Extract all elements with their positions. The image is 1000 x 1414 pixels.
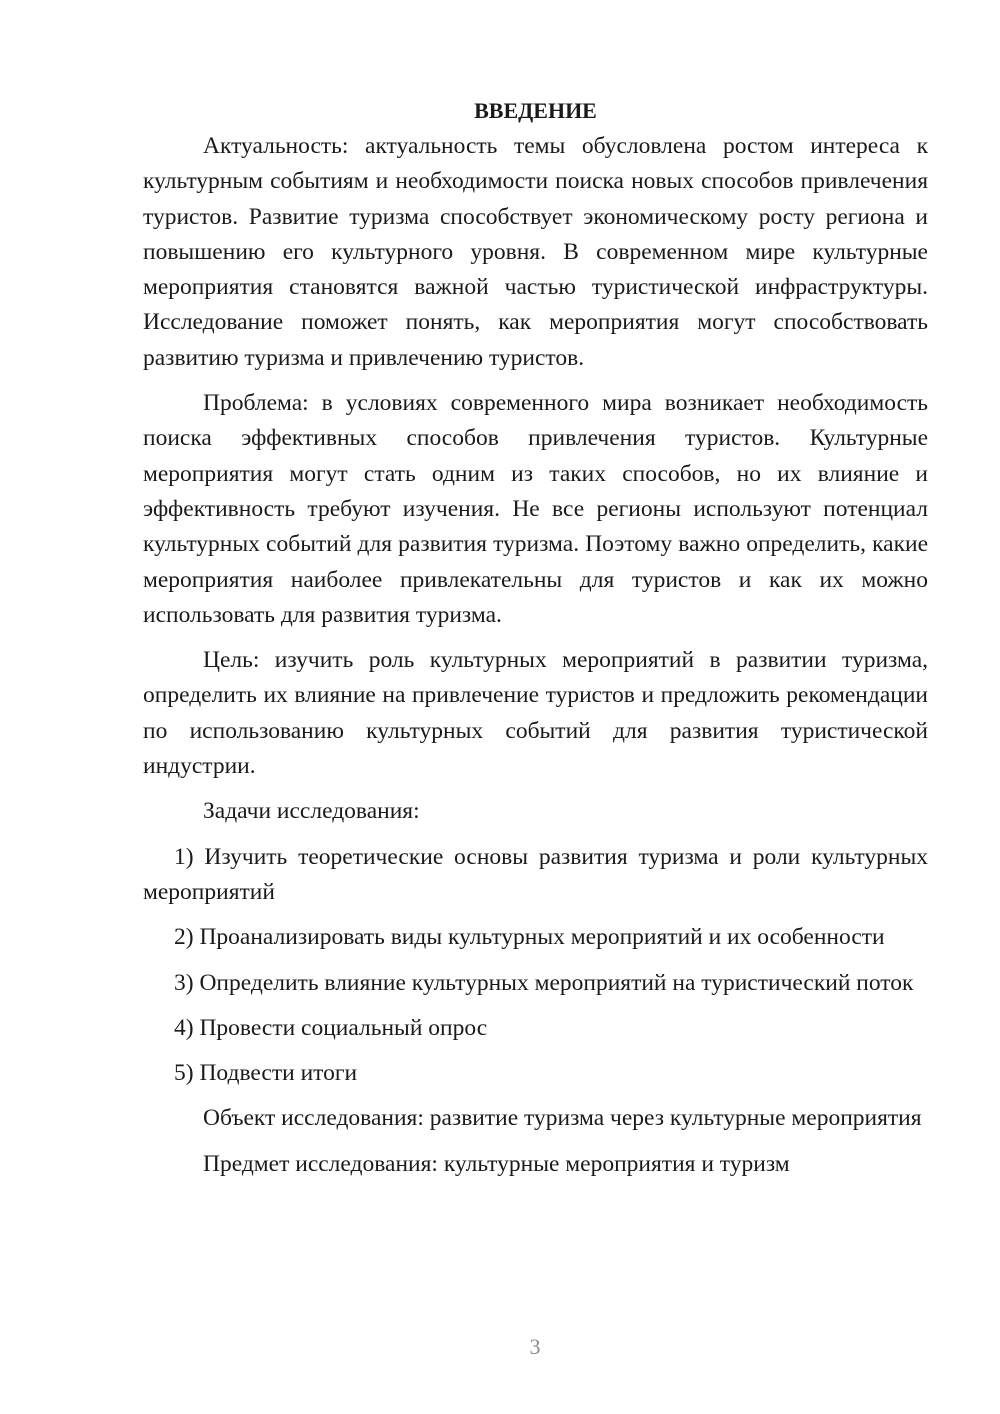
section-heading: ВВЕДЕНИЕ (474, 98, 597, 123)
paragraph-problem: Проблема: в условиях современного мира возникает необходимость поиска эффективных способов привлечения туристов. Культурные мероприятия могут стать одним из таких способов, но их влияние и эффективность требуют изучения. Не все регионы используют потенциал культурных событий для развития туризма. Поэтому важно определить, какие мероприятия наиболее привлекательны для туристов и как их можно использовать для развития туризма. (143, 390, 928, 628)
page-number: 3 (529, 1334, 541, 1359)
paragraph-subject: Предмет исследования: культурные мероприятия и туризм (203, 1150, 790, 1177)
task-item-4: 4) Провести социальный опрос (174, 1014, 488, 1041)
paragraph-object: Объект исследования: развитие туризма через культурные мероприятия (203, 1105, 922, 1132)
tasks-title: Задачи исследования: (203, 798, 420, 825)
task-item-5: 5) Подвести итоги (174, 1060, 358, 1087)
task-item-1: 1) Изучить теоретические основы развития туризма и роли культурных мероприятий (143, 843, 928, 905)
paragraph-relevance: Актуальность: актуальность темы обусловлена ростом интереса к культурным событиям и необходимости поиска новых способов привлечения туристов. Развитие туризма способствует экономическому росту региона и повышению его культурного уровня. В современном мире культурные мероприятия становятся важной частью туристической инфраструктуры. Исследование поможет понять, как мероприятия могут способствовать развитию туризма и привлечению туристов. (143, 133, 928, 371)
task-item-3: 3) Определить влияние культурных мероприятий на туристический поток (174, 969, 914, 996)
page-content (143, 93, 928, 1192)
task-item-2: 2) Проанализировать виды культурных мероприятий и их особенности (174, 924, 885, 951)
paragraph-goal: Цель: изучить роль культурных мероприятий в развитии туризма, определить их влияние на привлечение туристов и предложить рекомендации по использованию культурных событий для развития туристической индустрии. (143, 647, 928, 780)
